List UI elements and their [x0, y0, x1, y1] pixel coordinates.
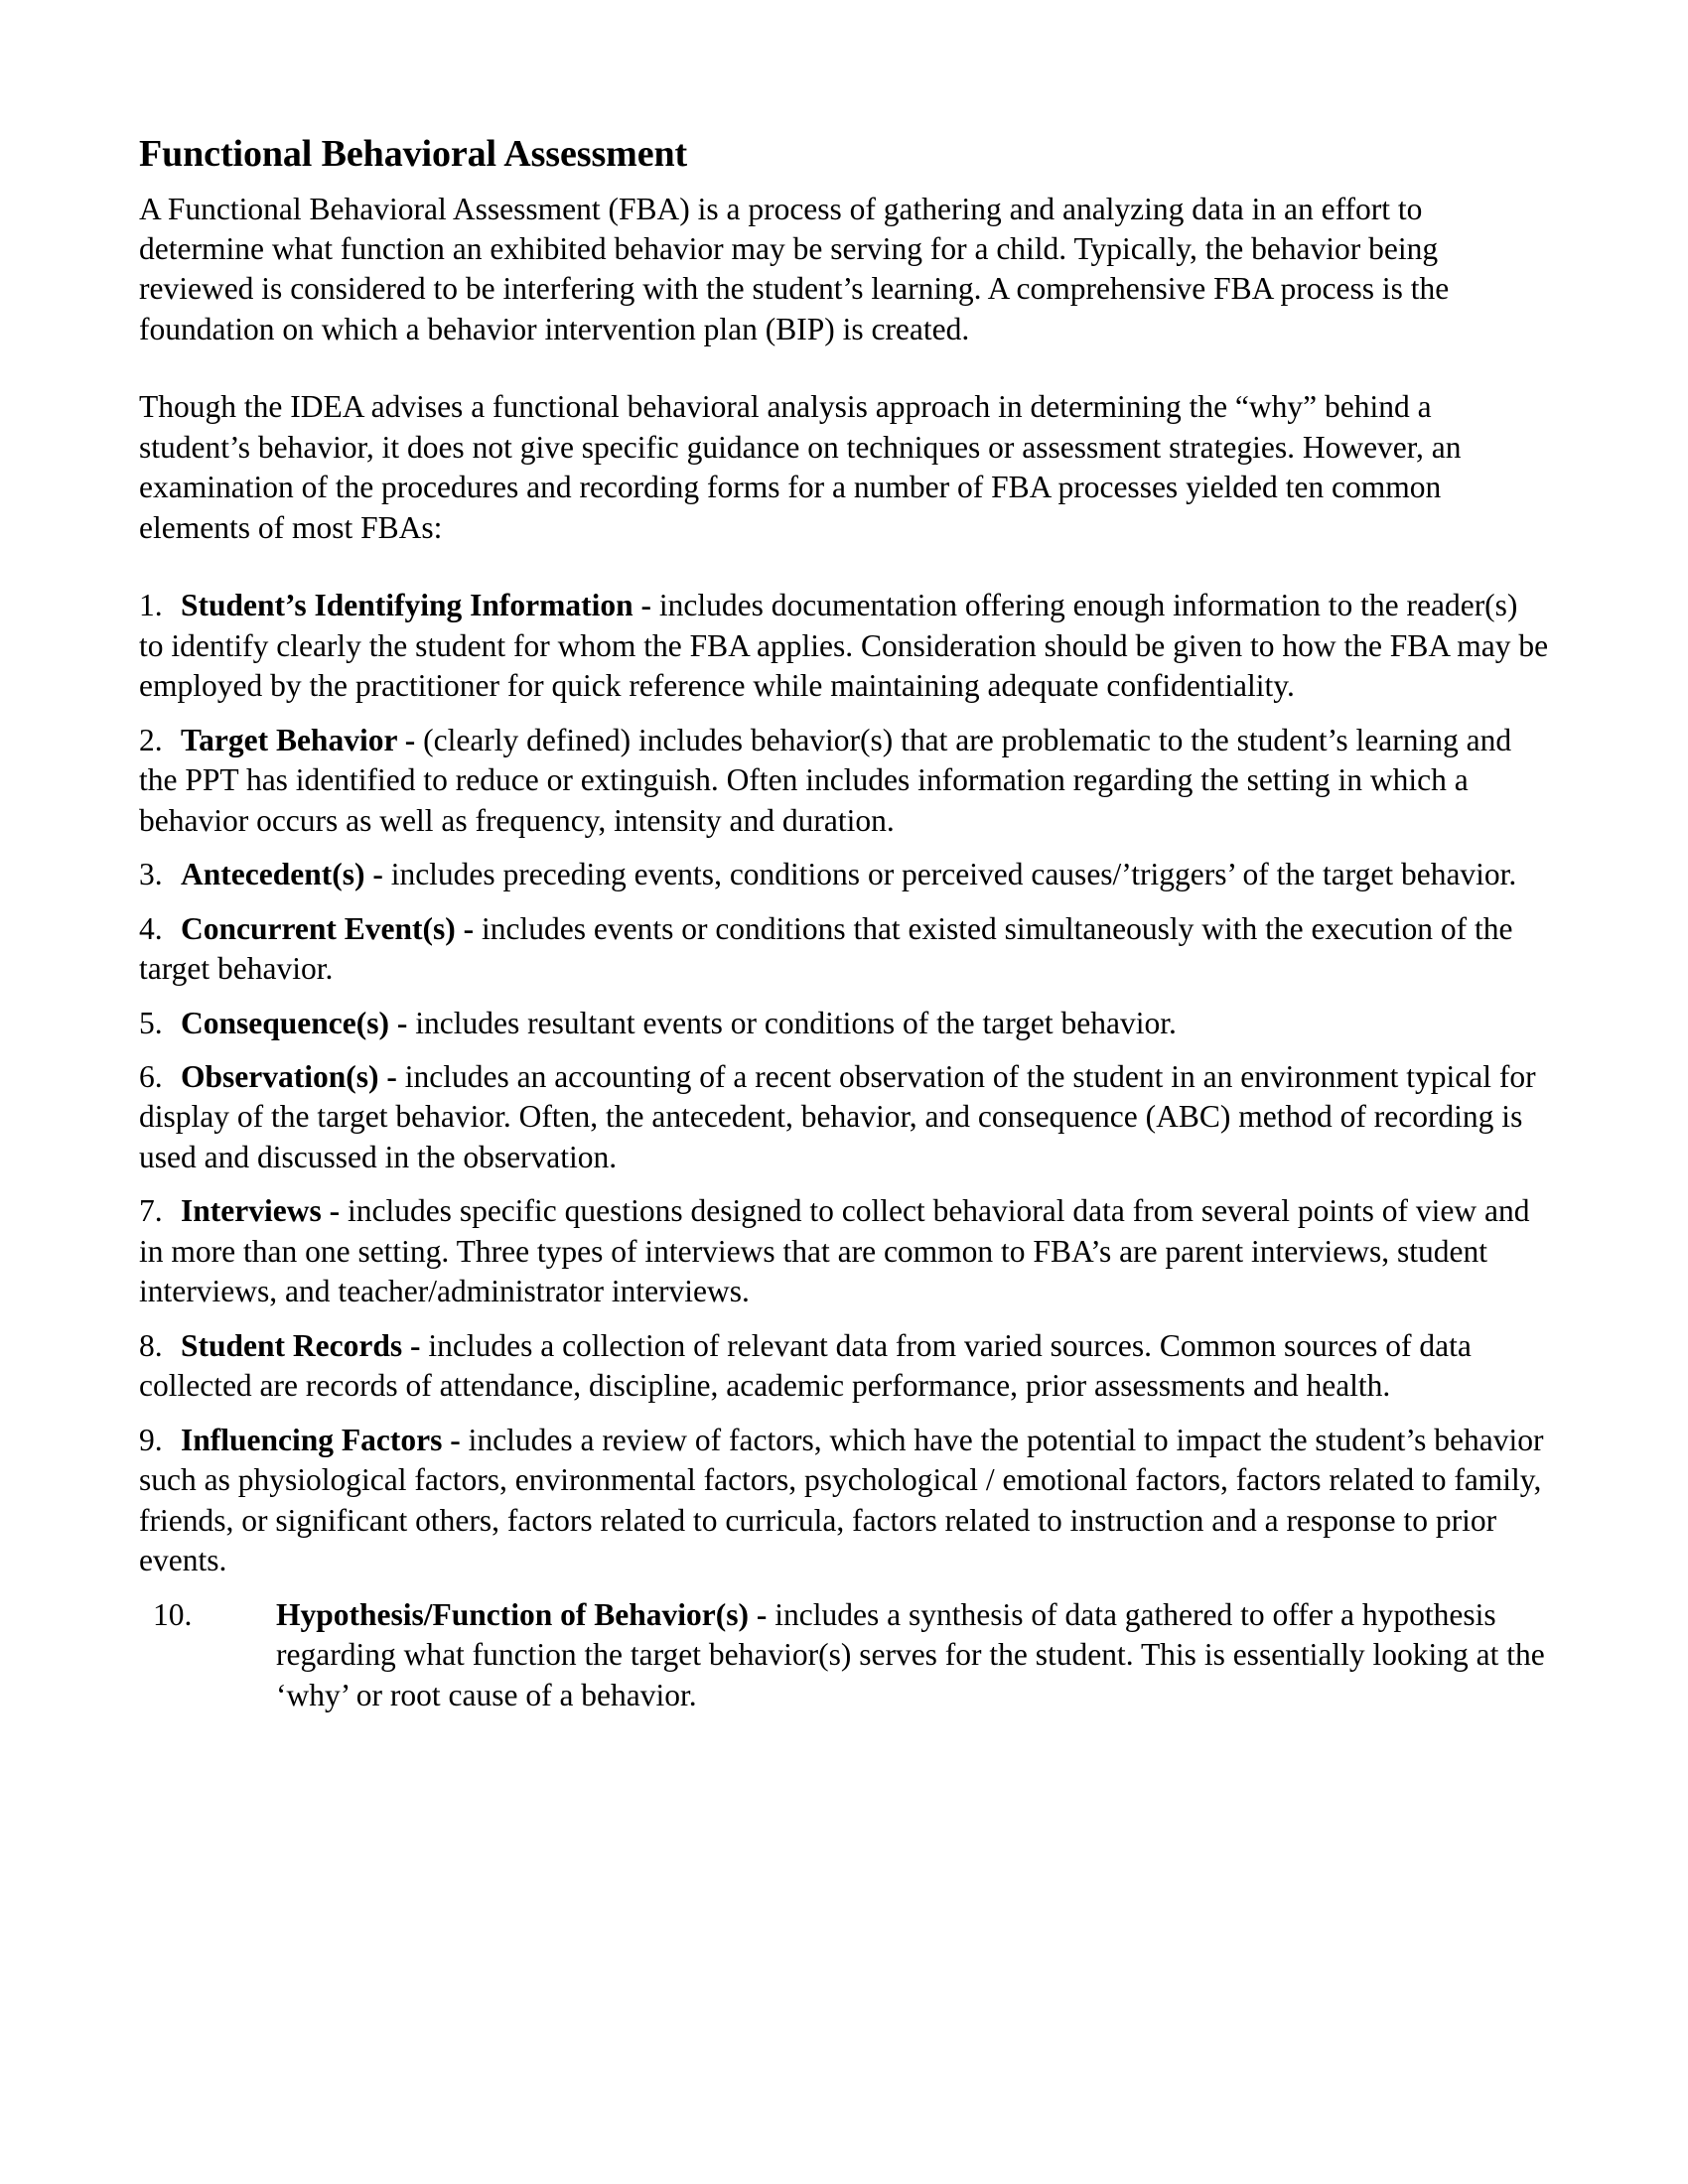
list-spacer	[139, 548, 1549, 586]
list-item-number: 3.	[139, 857, 163, 892]
list-item-label: Antecedent(s) -	[181, 857, 383, 892]
list-item-text: (clearly defined) includes behavior(s) that are problematic to the student’s learning and the PPT has identified to reduce or extinguish. Often includes information regarding the setting in which a behavior occurs as well as frequency, intensity and duration.	[139, 722, 1512, 838]
list-item-label: Influencing Factors -	[181, 1422, 461, 1457]
list-item-number: 1.	[139, 588, 163, 623]
list-item-label: Target Behavior -	[181, 722, 416, 757]
page-title: Functional Behavioral Assessment	[139, 133, 688, 175]
list-item-label: Consequence(s) -	[181, 1005, 408, 1040]
list-item-number: 2.	[139, 722, 163, 757]
list-item	[139, 721, 1549, 841]
list-item-text: includes a synthesis of data gathered to offer a hypothesis regarding what function the target behavior(s) serves for the student. This is essentially looking at the ‘why’ or root cause of a behavior.	[276, 1596, 1545, 1712]
list-item-number: 7.	[139, 1193, 163, 1229]
list-item-text: includes resultant events or conditions of the target behavior.	[407, 1005, 1177, 1040]
list-item-text: includes events or conditions that existed simultaneously with the execution of the target behavior.	[139, 910, 1513, 987]
list-item-number: 6.	[139, 1058, 163, 1094]
list-item-number: 4.	[139, 910, 163, 946]
list-item	[139, 1326, 1549, 1407]
list-item	[139, 855, 1549, 894]
list-item-label: Observation(s) -	[181, 1058, 397, 1094]
list-item	[139, 909, 1549, 990]
intro-paragraph-2: Though the IDEA advises a functional behavioral analysis approach in determining the “why” behind a student’s behavior, it does not give specific guidance on techniques or assessment strategies. However, an examination of the procedures and recording forms for a number of FBA processes yielded ten common elements of most FBAs:	[139, 389, 1462, 545]
list-item-label: Student’s Identifying Information -	[181, 588, 652, 623]
list-item	[139, 1191, 1549, 1311]
paragraph-spacer	[139, 349, 1549, 387]
list-item-number: 5.	[139, 1005, 163, 1040]
list-item-label: Interviews -	[181, 1193, 341, 1229]
list-item-text: includes documentation offering enough information to the reader(s) to identify clearly the student for whom the FBA applies. Consideration should be given to how the FBA may be employed by the practitioner for quick reference while maintaining adequate confidentiality.	[139, 588, 1549, 704]
list-item	[153, 1595, 1549, 1715]
list-item-label: Hypothesis/Function of Behavior(s) -	[276, 1596, 768, 1632]
list-item-text: includes specific questions designed to collect behavioral data from several points of view and in more than one setting. Three types of interviews that are common to FBA’s are parent interviews, student interviews, and teacher/administrator interviews.	[139, 1193, 1530, 1309]
list-item-text: includes preceding events, conditions or perceived causes/’triggers’ of the target behavior.	[382, 857, 1517, 892]
list-item-label: Student Records -	[181, 1327, 421, 1363]
list-item-text: includes a collection of relevant data from varied sources. Common sources of data collected are records of attendance, discipline, academic performance, prior assessments and health.	[139, 1327, 1472, 1404]
list-item-number: 8.	[139, 1327, 163, 1363]
fba-elements-list	[139, 586, 1549, 1715]
list-item-number: 10.	[153, 1596, 193, 1632]
list-item	[139, 1004, 1549, 1043]
list-item	[139, 1057, 1549, 1177]
list-item	[139, 586, 1549, 706]
document-body	[139, 133, 1549, 1715]
intro-paragraph-1: A Functional Behavioral Assessment (FBA) is a process of gathering and analyzing data in an effort to determine what function an exhibited behavior may be serving for a child. Typically, the behavior being reviewed is considered to be interfering with the student’s learning. A comprehensive FBA process is the foundation on which a behavior intervention plan (BIP) is created.	[139, 191, 1450, 346]
list-item-label: Concurrent Event(s) -	[181, 910, 475, 946]
list-item-number: 9.	[139, 1422, 163, 1457]
list-item-text: includes an accounting of a recent observation of the student in an environment typical for display of the target behavior. Often, the antecedent, behavior, and consequence (ABC) method of recording is used and discussed in the observation.	[139, 1058, 1536, 1174]
list-item-text: includes a review of factors, which have the potential to impact the student’s behavior such as physiological factors, environmental factors, psychological / emotional factors, factors related to family, friends, or significant others, factors related to curricula, factors related to instruction and a response to prior events.	[139, 1422, 1544, 1578]
list-item	[139, 1421, 1549, 1581]
